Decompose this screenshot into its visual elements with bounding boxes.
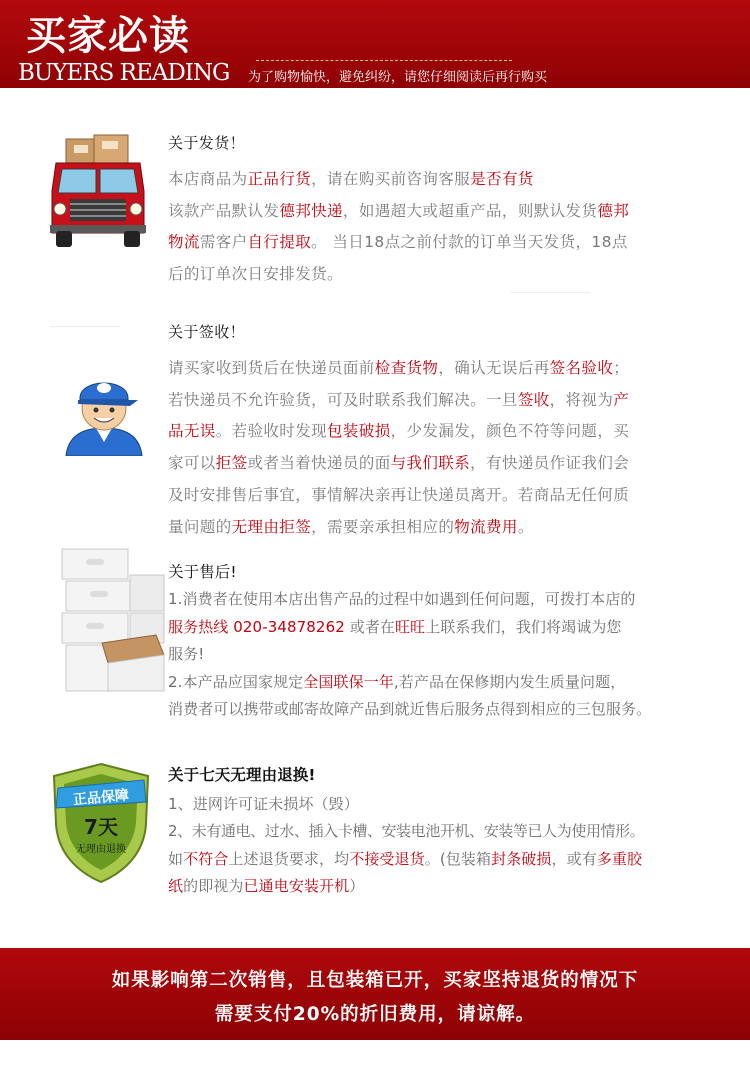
- badge-top-text: 正品保障: [72, 787, 130, 809]
- aftersale-line-4: 2.本产品应国家规定全国联保一年,若产品在保修期内发生质量问题，: [168, 672, 626, 691]
- page-title: 买家必读: [26, 13, 190, 59]
- signing-heading: 关于签收！: [168, 323, 246, 341]
- signing-text: [168, 317, 738, 544]
- signing-line-5: 及时安排售后事宜，事情解决亲再让快递员离开。若商品无任何质: [168, 485, 630, 504]
- signing-line-6: 量问题的无理由拒签，需要亲承担相应的物流费用。: [168, 517, 534, 536]
- shield-badge-icon: [46, 760, 156, 886]
- boxes-icon: [52, 545, 168, 695]
- aftersale-text: [168, 559, 738, 723]
- shipping-line-2: 该款产品默认发德邦快递，如遇超大或超重产品，则默认发货德邦: [168, 201, 630, 220]
- signing-line-1: 请买家收到货后在快递员面前检查货物，确认无误后再签名验收；: [168, 358, 630, 377]
- aftersale-line-2: 服务热线 020-34878262 或者在旺旺上联系我们，我们将竭诚为您: [168, 617, 622, 636]
- returns-heading: 关于七天无理由退换!: [168, 766, 316, 784]
- signing-line-2: 若快递员不允许验货，可及时联系我们解决。一旦签收，将视为产: [168, 390, 630, 409]
- shipping-text: [168, 128, 728, 291]
- returns-line-1: 1、进网许可证未损坏（毁）: [168, 795, 359, 814]
- courier-icon: [60, 368, 148, 456]
- page-title-en: BUYERS READING: [18, 60, 230, 86]
- section-divider: [510, 292, 590, 293]
- aftersale-line-3: 服务!: [168, 645, 205, 664]
- returns-line-3: 如不符合上述退货要求，均不接受退货。(包装箱封条破损，或有多重胶: [168, 849, 643, 868]
- footer-line-1: 如果影响第二次销售，且包装箱已开，买家坚持退货的情况下: [111, 970, 639, 991]
- returns-line-4: 纸的即视为已通电安装开机）: [168, 876, 365, 895]
- signing-line-3: 品无误。若验收时发现包装破损，少发漏发，颜色不符等问题，买: [168, 422, 630, 441]
- shipping-heading: 关于发货！: [168, 134, 246, 152]
- header-subtitle: 为了购物愉快，避免纠纷，请您仔细阅读后再行购买: [248, 70, 548, 85]
- truck-icon: [48, 133, 148, 249]
- header-divider: [256, 60, 512, 61]
- footer-line-2: 需要支付20%的折旧费用，请谅解。: [214, 1004, 536, 1025]
- signing-line-4: 家可以拒签或者当着快递员的面与我们联系，有快递员作证我们会: [168, 454, 630, 473]
- shipping-line-1: 本店商品为正品行货，请在购买前咨询客服是否有货: [168, 169, 534, 188]
- aftersale-line-5: 消费者可以携带或邮寄故障产品到就近售后服务点得到相应的三包服务。: [168, 700, 652, 719]
- aftersale-heading: 关于售后!: [168, 563, 237, 581]
- service-hotline: 服务热线 020-34878262: [168, 617, 345, 636]
- shipping-line-3: 物流需客户自行提取。 当日18点之前付款的订单当天发货，18点: [168, 233, 628, 252]
- returns-line-2: 2、未有通电、过水、插入卡槽、安装电池开机、安装等已人为使用情形。: [168, 822, 645, 841]
- returns-text: [168, 762, 738, 900]
- badge-days-text: 7天: [84, 815, 118, 839]
- aftersale-line-1: 1.消费者在使用本店出售产品的过程中如遇到任何问题，可拨打本店的: [168, 590, 636, 609]
- badge-bottom-text: 无理由退换: [76, 844, 126, 855]
- header-banner: [0, 0, 750, 88]
- shipping-line-4: 后的订单次日安排发货。: [168, 265, 343, 284]
- footer-banner: [0, 948, 750, 1040]
- wangwang-link: 旺旺: [395, 617, 426, 636]
- section-divider: [50, 326, 120, 327]
